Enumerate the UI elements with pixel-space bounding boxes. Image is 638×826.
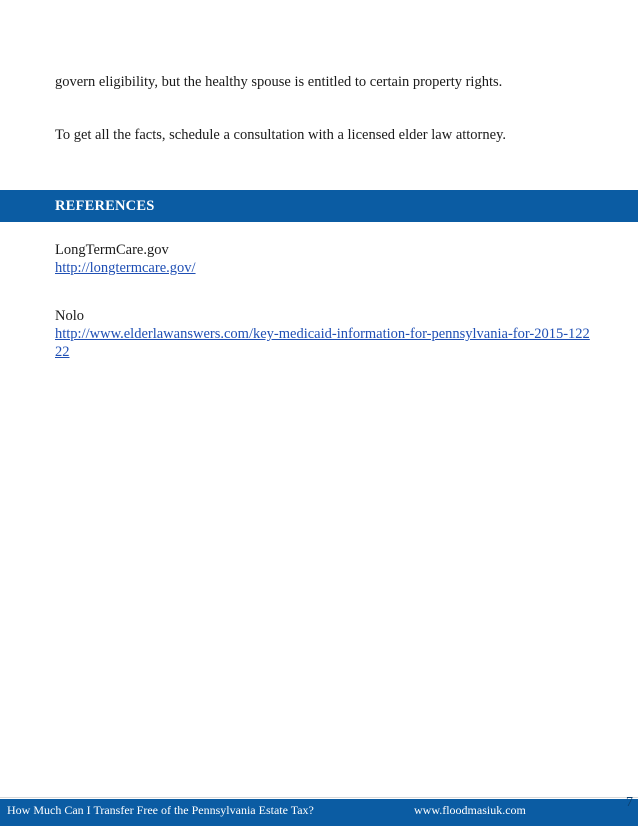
body-paragraph-consultation: To get all the facts, schedule a consultation with a licensed elder law attorney. [55, 127, 507, 143]
footer-document-title: How Much Can I Transfer Free of the Pennsylvania Estate Tax? [7, 803, 314, 817]
body-paragraph-eligibility: govern eligibility, but the healthy spouse is entitled to certain property rights. [55, 74, 503, 90]
reference-item [55, 307, 595, 361]
reference-item [55, 241, 595, 277]
reference-name: LongTermCare.gov [55, 242, 169, 258]
reference-link[interactable]: http://longtermcare.gov/ [55, 260, 196, 276]
page-number: 7 [626, 795, 633, 810]
references-heading: REFERENCES [55, 198, 155, 214]
page-footer [0, 799, 638, 826]
footer-divider [0, 797, 638, 798]
reference-name: Nolo [55, 308, 84, 324]
footer-website: www.floodmasiuk.com [414, 803, 526, 817]
reference-link[interactable]: http://www.elderlawanswers.com/key-medicaid-information-for-pennsylvania-for-2015-12222 [55, 326, 590, 360]
references-section-bar [0, 190, 638, 222]
